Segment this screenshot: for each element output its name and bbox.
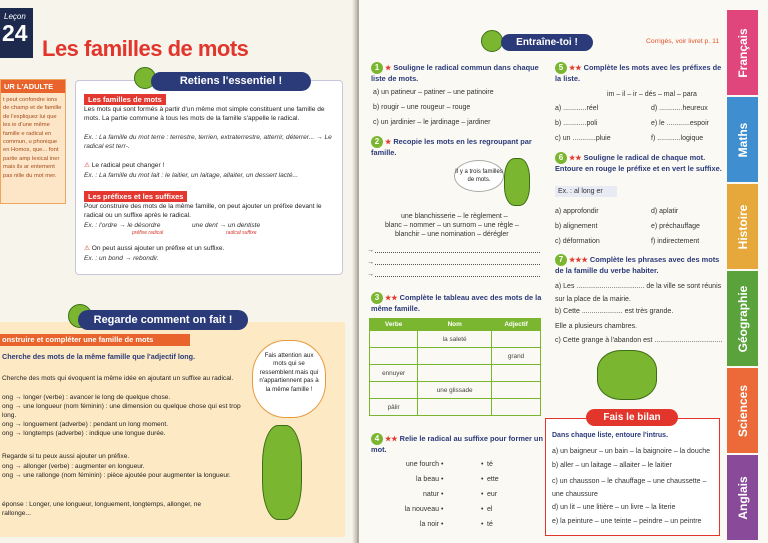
exercise-4-stars: ★★ (385, 435, 398, 443)
word-family-table (369, 318, 541, 416)
regarde-rallonge: ong → une rallonge (nom féminin) : pièce ajoutée pour augmenter la longueur. (2, 472, 231, 479)
answer-line-2[interactable] (375, 264, 540, 265)
radical-item: la noir (419, 521, 439, 528)
radical-item: la nouveau (404, 506, 439, 513)
answer-arrow-3: → (367, 271, 374, 278)
answer-line-1[interactable] (375, 252, 540, 253)
tab-geographie-label: Géographie (735, 285, 750, 352)
grasshopper-illustration-icon (262, 425, 302, 520)
exercise-5-a: a) ............réel (555, 105, 599, 112)
answer-arrow-2: → (367, 259, 374, 266)
table-cell[interactable] (492, 382, 541, 399)
prefixes-heading: Les préfixes et les suffixes (84, 191, 187, 202)
exercise-6-d[interactable]: d) aplatir (651, 208, 679, 215)
entraine-banner: Entraîne-toi ! (501, 34, 593, 51)
exercise-3-number: 3 (371, 292, 383, 304)
prefix-list: im – il – ir – dés – mal – para (607, 91, 697, 98)
subject-tabs (727, 10, 758, 540)
exercise-7-number: 7 (555, 254, 567, 266)
regarde-heading: onstruire et compléter une famille de mots (0, 334, 190, 346)
table-cell: pâlir (370, 399, 418, 416)
tab-histoire[interactable] (727, 184, 758, 269)
grasshopper-lightbulb-icon (504, 158, 530, 206)
lait-example: Ex. : La famille du mot lait : le laitier, un laitage, allaiter, un dessert lacté... (84, 172, 299, 179)
radical-suffix-label: radical suffixe (226, 230, 257, 236)
suffix-item: eur (487, 491, 498, 498)
exercise-4-instruction: Relie le radical au suffixe pour former un mot. (371, 433, 543, 454)
table-header-adjectif: Adjectif (492, 319, 541, 331)
tab-geographie[interactable] (727, 271, 758, 366)
tab-histoire-label: Histoire (735, 204, 750, 249)
exercise-7-b[interactable]: b) Cette ..................... est très grande. (555, 308, 674, 315)
parent-note-text: t peut confondre ions de champ et de famille de l'expliquez lui que les ie d'une même famille e radical en commun, u phonique en Homos, que... font partie amp lexical iner mais ils ar entement pas nille du mot mer. (3, 97, 62, 179)
regarde-allonger: ong → allonger (verbe) : augmenter en longueur. (2, 463, 145, 470)
tab-francais[interactable] (727, 10, 758, 95)
exercise-1-b: b) rougir – une rougeur – rouge (373, 104, 471, 111)
bilan-box (545, 412, 720, 536)
bilan-b[interactable]: b) aller – un laitage – allaiter – le laitier (552, 462, 672, 469)
exercise-5-c: c) un ............pluie (555, 135, 611, 142)
exercise-3-title (371, 292, 546, 313)
exercise-7-b2: Elle a plusieurs chambres. (555, 323, 638, 330)
tab-sciences-label: Sciences (735, 384, 750, 437)
regarde-longuement: ong → longuement (adverbe) : pendant un long moment. (2, 421, 169, 428)
table-cell[interactable] (418, 365, 492, 382)
exercise-5-d: d) ............heureux (651, 105, 708, 112)
ordre-example: Ex. : l'ordre → le désordre (84, 222, 161, 229)
bilan-task: Dans chaque liste, entoure l'intrus. (552, 432, 669, 439)
link-dot[interactable]: • (441, 506, 444, 513)
table-cell: la saleté (418, 331, 492, 348)
regarde-step1: Cherche des mots qui évoquent la même idée en ajoutant un suffixe au radical. (2, 375, 234, 382)
exercise-3-instruction: Complète le tableau avec des mots de la même famille. (371, 292, 542, 313)
link-dot[interactable]: • (481, 506, 484, 513)
warning-prefix-suffix (84, 244, 336, 253)
radical-item: une fourch (405, 461, 439, 468)
exercise-2-stars: ★ (385, 138, 392, 146)
lesson-label: Leçon (4, 12, 26, 21)
regarde-longueur: ong → une longueur (nom féminin) : une dimension ou quelque chose qui est trop long. (2, 403, 241, 420)
exercise-6-a[interactable]: a) approfondir (555, 208, 599, 215)
exercise-7-instruction: Complète les phrases avec des mots de la famille du verbe habiter. (555, 254, 720, 275)
prefixes-definition: Pour construire des mots de la même famille, on peut ajouter un préfixe devant le radical ou un suffixe après le radical. (84, 203, 322, 220)
tab-sciences[interactable] (727, 368, 758, 453)
regarde-answer: éponse : Longer, une longueur, longuement, longtemps, allonger, ne rallonge... (2, 501, 202, 518)
regarde-task: Cherche des mots de la même famille que l'adjectif long. (2, 352, 196, 361)
warning-radical (84, 161, 336, 170)
regarde-banner: Regarde comment on fait ! (78, 310, 248, 330)
warning-icon: ⚠ (84, 245, 92, 252)
exercise-6-e[interactable]: e) préchauffage (651, 223, 700, 230)
exercise-5-number: 5 (555, 62, 567, 74)
table-cell[interactable] (370, 348, 418, 365)
link-dot[interactable]: • (481, 521, 484, 528)
table-cell[interactable] (418, 399, 492, 416)
exercise-1-number: 1 (371, 62, 383, 74)
regarde-longer: ong → longer (verbe) : avancer le long de quelque chose. (2, 394, 171, 401)
bilan-banner: Fais le bilan (586, 409, 678, 426)
table-header-verbe: Verbe (370, 319, 418, 331)
exercise-3-stars: ★★ (385, 294, 398, 302)
familles-heading: Les familles de mots (84, 94, 166, 105)
exercise-6-title (555, 152, 725, 173)
table-row (370, 399, 541, 416)
regarde-longtemps: ong → longtemps (adverbe) : indique une longue durée. (2, 430, 166, 437)
tab-francais-label: Français (735, 27, 750, 78)
link-dot[interactable]: • (481, 476, 484, 483)
link-dot[interactable]: • (441, 476, 444, 483)
familles-example: Ex. : La famille du mot terre : terrestre, terrien, extraterrestre, atterrir, déterrer... → Le radical est terr-. (84, 134, 332, 151)
link-dot[interactable]: • (481, 491, 484, 498)
table-row (370, 348, 541, 365)
bilan-d[interactable]: d) un lit – une litière – un livre – la literie (552, 504, 676, 511)
table-header-row (370, 319, 541, 331)
bilan-a[interactable]: a) un baigneur – un bain – la baignoire – la douche (552, 448, 711, 455)
suffix-item: té (487, 461, 493, 468)
bilan-e[interactable]: e) la peinture – une teinte – peindre – un peintre (552, 518, 702, 525)
prefix-radical-label: préfixe radical (132, 230, 164, 236)
exercise-2-title (371, 136, 546, 157)
dent-example: une dent → un dentiste (192, 222, 261, 229)
suffix-item: ette (487, 476, 499, 483)
exercise-5-f: f) ............logique (651, 135, 704, 142)
link-dot[interactable]: • (441, 521, 444, 528)
exercise-4-title (371, 433, 546, 454)
left-page (0, 0, 357, 543)
lesson-badge (0, 8, 33, 58)
exercise-7-c[interactable]: c) Cette grange à l'abandon est ................................... (555, 337, 723, 344)
exercise-7-stars: ★★★ (569, 256, 588, 264)
bond-example: Ex. : un bond → rebondir. (84, 255, 159, 262)
exercise-7-a[interactable]: a) Les ................................... de la ville se sont réunis sur la place de la mairie. (555, 283, 722, 303)
tab-maths[interactable] (727, 97, 758, 182)
lesson-title: Les familles de mots (42, 36, 249, 61)
table-row (370, 365, 541, 382)
frog-mascot-icon (481, 30, 503, 52)
right-page (359, 0, 768, 543)
retiens-banner: Retiens l'essentiel ! (151, 72, 311, 91)
exercise-5-b: b) ............poli (555, 120, 598, 127)
radical-item: natur (423, 491, 439, 498)
table-row (370, 331, 541, 348)
retiens-box (75, 75, 343, 275)
suffix-item: té (487, 521, 493, 528)
bilan-c[interactable]: c) un chausson – le chauffage – une chaussette – une chaussure (552, 478, 707, 498)
exercise-6-example: Ex. : al long er (555, 186, 617, 197)
advice-speech-bubble: Fais attention aux mots qui se ressemblent mais qui n'appartiennent pas à la même famille ! (252, 340, 326, 418)
warning-icon: ⚠ (84, 162, 92, 169)
exercise-1-a: a) un patineur – patiner – une patinoire (373, 89, 494, 96)
exercise-6-b[interactable]: b) alignement (555, 223, 598, 230)
familles-definition: Les mots qui sont formés à partir d'un même mot simple constituent une famille de mots. La partie commune à tous les mots de la famille s'appelle le radical. (84, 106, 325, 123)
exercise-2-line3: blanchir – une nomination – dérégler (395, 231, 509, 238)
tab-maths-label: Maths (735, 122, 750, 157)
answer-arrow-1: → (367, 247, 374, 254)
tab-anglais[interactable] (727, 455, 758, 540)
exercise-5-instruction: Complète les mots avec les préfixes de la liste. (555, 62, 722, 83)
exercise-6-stars: ★★ (569, 154, 582, 162)
exercise-4-number: 4 (371, 433, 383, 445)
table-cell[interactable] (492, 365, 541, 382)
suffix-item: el (487, 506, 493, 513)
exercise-5-title (555, 62, 725, 83)
hint-cloud: Il y a trois familles de mots. (454, 160, 504, 192)
lesson-number: 24 (2, 20, 28, 46)
table-cell: ennuyer (370, 365, 418, 382)
table-cell: une glissade (418, 382, 492, 399)
exercise-2-instruction: Recopie les mots en les regroupant par famille. (371, 136, 532, 157)
link-dot[interactable]: • (481, 461, 484, 468)
warning-radical-text: Le radical peut changer ! (91, 162, 165, 169)
exercise-1-c: c) un jardinier – le jardinage – jardiner (373, 119, 491, 126)
table-row (370, 382, 541, 399)
parent-note-box (0, 79, 66, 204)
warning-prefix-suffix-text: On peut aussi ajouter un préfixe et un suffixe. (91, 245, 225, 252)
table-header-nom: Nom (418, 319, 492, 331)
corriges-note: Corrigés, voir livret p. 11 (646, 38, 720, 45)
exercise-7-title (555, 254, 725, 275)
exercise-5-e: e) le ............espoir (651, 120, 709, 127)
table-cell[interactable] (418, 348, 492, 365)
exercise-6-f[interactable]: f) indirectement (651, 238, 700, 245)
radical-item: la beau (416, 476, 439, 483)
exercise-6-number: 6 (555, 152, 567, 164)
exercise-1-stars: ★ (385, 64, 392, 72)
table-cell[interactable] (370, 331, 418, 348)
answer-line-3[interactable] (375, 276, 540, 277)
exercise-2-number: 2 (371, 136, 383, 148)
exercise-6-c[interactable]: c) déformation (555, 238, 600, 245)
exercise-6-instruction: Souligne le radical de chaque mot. Entoure en rouge le préfixe et en vert le suffixe. (555, 152, 722, 173)
table-cell[interactable] (492, 331, 541, 348)
exercise-5-stars: ★★ (569, 64, 582, 72)
regarde-step2: Regarde si tu peux aussi ajouter un préfixe. (2, 453, 130, 460)
table-cell: grand (492, 348, 541, 365)
table-cell[interactable] (370, 382, 418, 399)
link-dot[interactable]: • (441, 491, 444, 498)
grasshopper-book-illustration-icon (597, 350, 657, 400)
exercise-2-line1: une blanchisserie – le règlement – (401, 213, 508, 220)
exercise-1-title (371, 62, 541, 83)
exercise-1-instruction: Souligne le radical commun dans chaque liste de mots. (371, 62, 539, 83)
table-cell[interactable] (492, 399, 541, 416)
parent-note-heading: UR L'ADULTE (1, 80, 65, 93)
link-dot[interactable]: • (441, 461, 444, 468)
tab-anglais-label: Anglais (735, 475, 750, 520)
exercise-2-line2: blanc – nommer – un surnom – une règle – (385, 222, 519, 229)
